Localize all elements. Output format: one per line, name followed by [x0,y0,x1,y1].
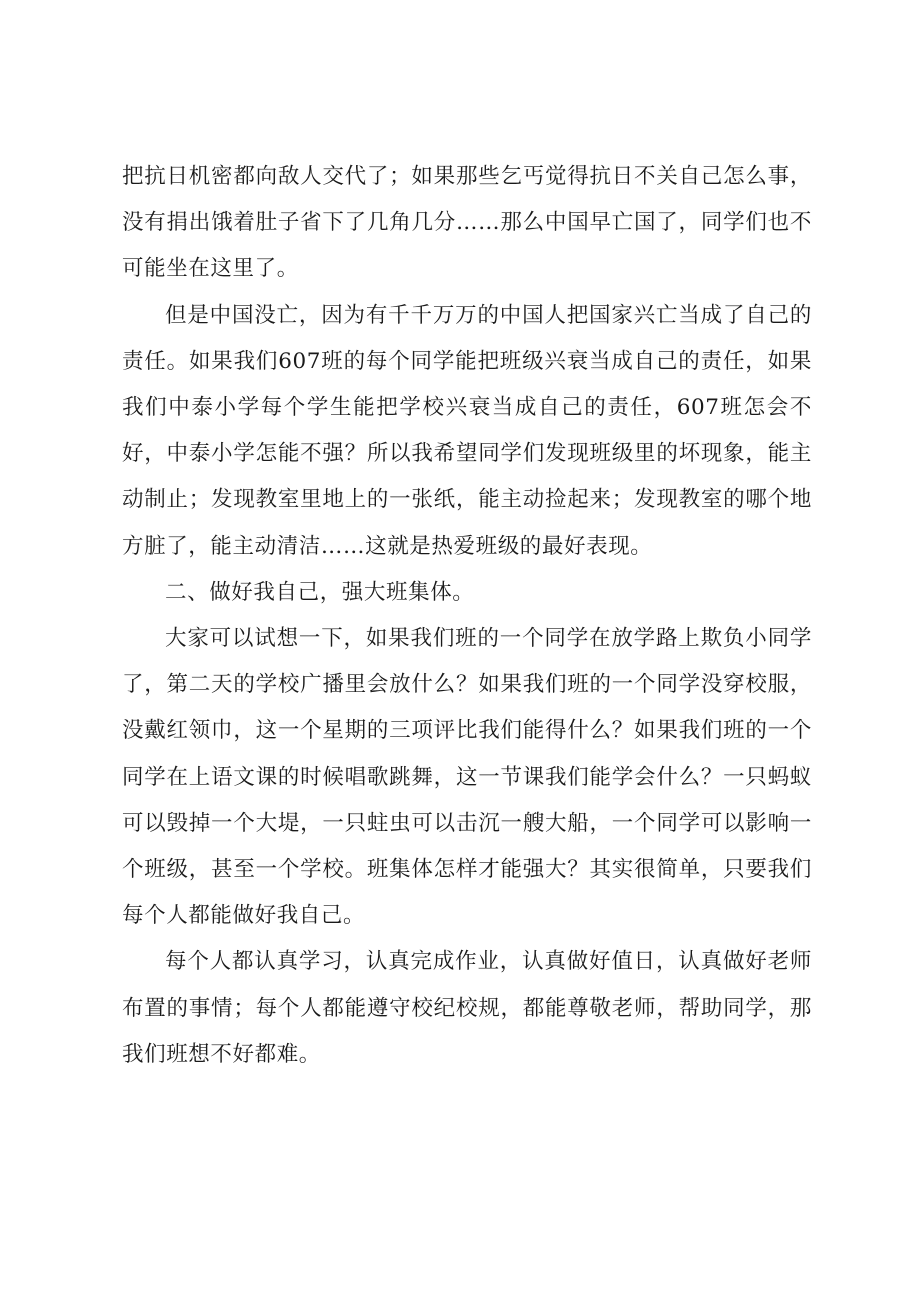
document-body [122,154,812,1078]
section-heading-two: 二、做好我自己，强大班集体。 [165,579,475,605]
paragraph-individual-impact: 大家可以试想一下，如果我们班的一个同学在放学路上欺负小同学了，第二天的学校广播里会放什么？如果我们班的一个同学没穿校服，没戴红领巾，这一个星期的三项评比我们能得什么？如果我们班的一个同学在上语文课的时候唱歌跳舞，这一节课我们能学会什么？一只蚂蚁可以毁掉一个大堤，一只蛀虫可以击沉一艘大船，一个同学可以影响一个班级，甚至一个学校。班集体怎样才能强大？其实很简单，只要我们每个人都能做好我自己。 [122,626,812,929]
paragraph-conclusion: 每个人都认真学习，认真完成作业，认真做好值日，认真做好老师布置的事情；每个人都能遵守校纪校规，都能尊敬老师，帮助同学，那我们班想不好都难。 [122,949,812,1067]
paragraph-national-responsibility: 但是中国没亡，因为有千千万万的中国人把国家兴亡当成了自己的责任。如果我们607班的每个同学能把班级兴衰当成自己的责任，如果我们中泰小学每个学生能把学校兴衰当成自己的责任，607班怎会不好，中泰小学怎能不强？所以我希望同学们发现班级里的坏现象，能主动制止；发现教室里地上的一张纸，能主动捡起来；发现教室的哪个地方脏了，能主动清洁……这就是热爱班级的最好表现。 [122,302,812,559]
paragraph-continuation: 把抗日机密都向敌人交代了；如果那些乞丐觉得抗日不关自己怎么事，没有捐出饿着肚子省下了几角几分……那么中国早亡国了，同学们也不可能坐在这里了。 [122,164,812,282]
